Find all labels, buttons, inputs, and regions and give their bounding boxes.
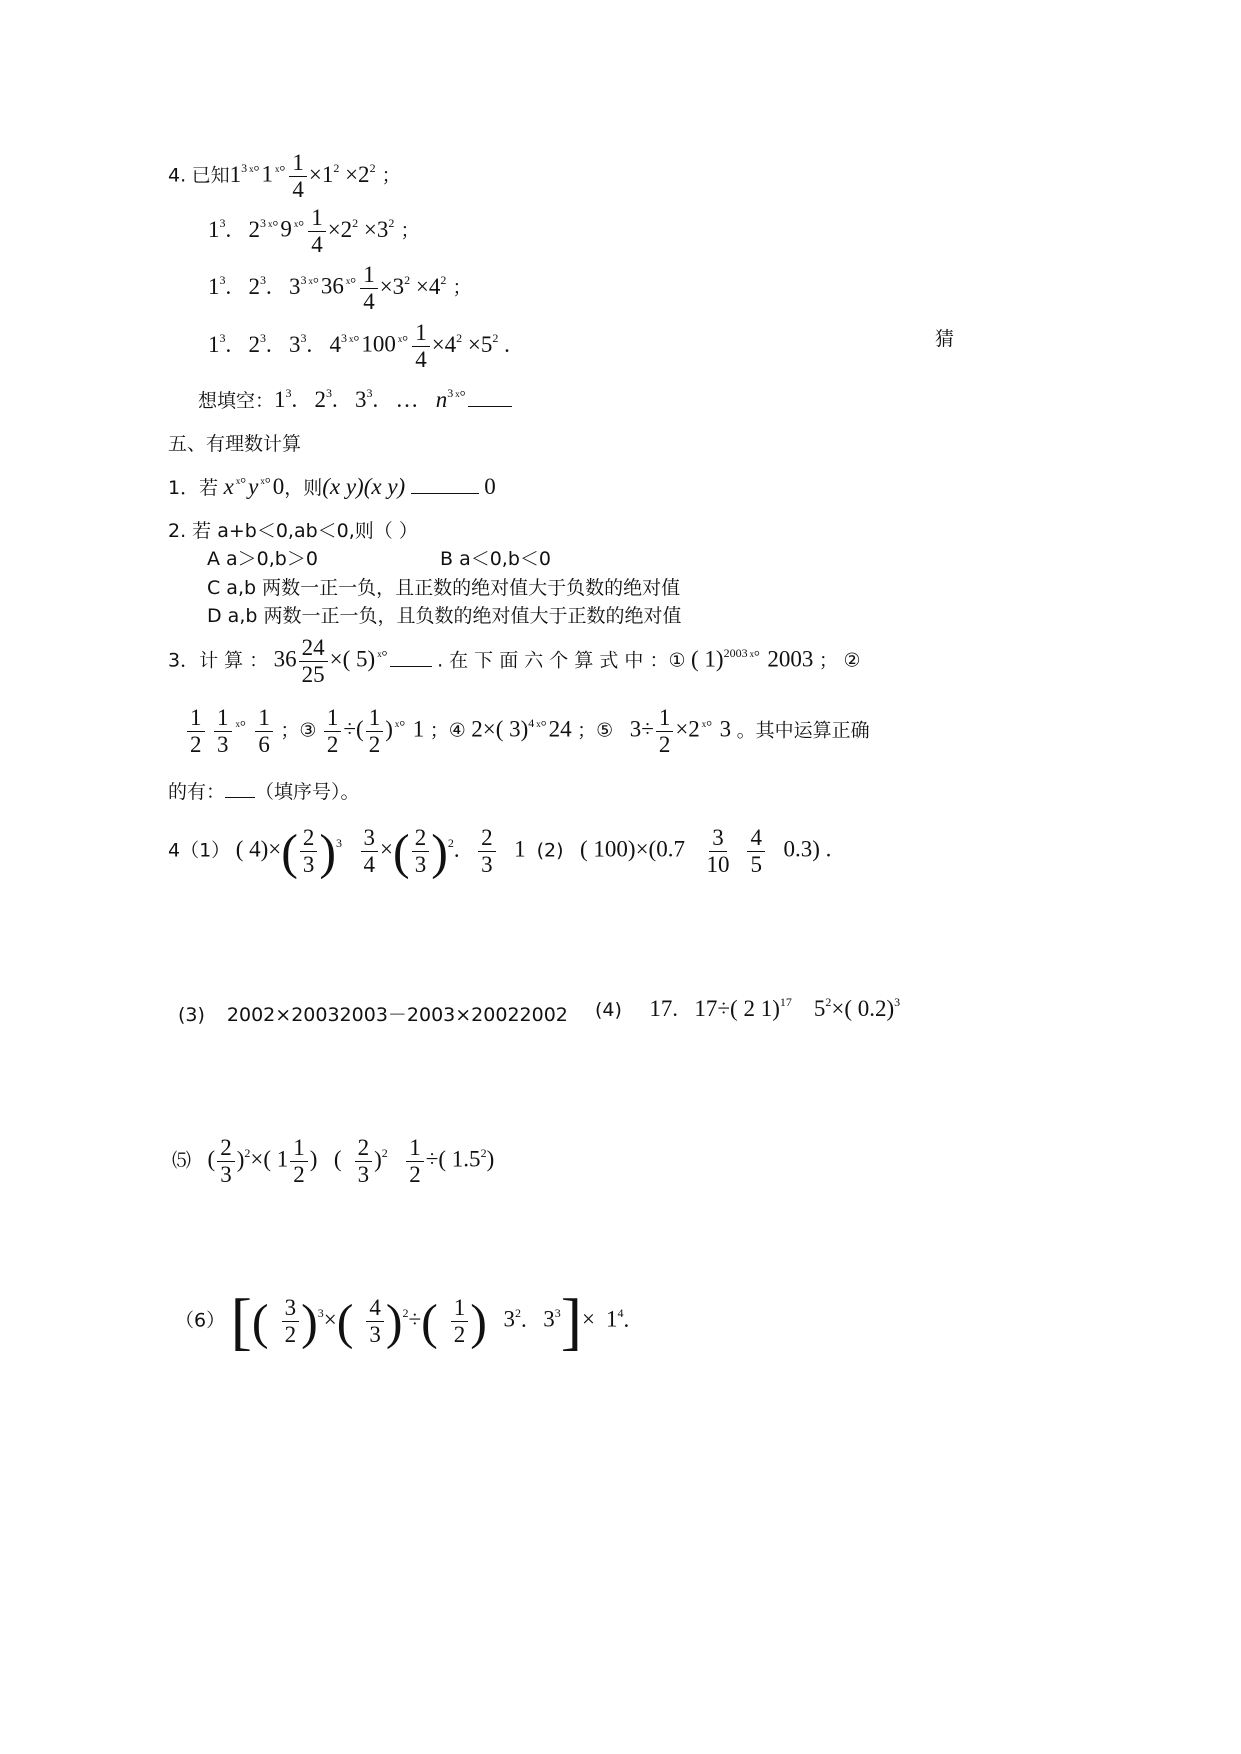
fraction: $\frac{1}{2}$ [366, 705, 384, 758]
section-title: 五、有理数计算 [168, 433, 302, 455]
fraction: $\frac{1}{3}$ [214, 705, 232, 758]
answer-blank[interactable] [468, 386, 512, 407]
answer-blank[interactable] [390, 646, 432, 667]
fraction: $\frac{1}{6}$ [255, 705, 273, 758]
q4-fill-line: 想填空：$1^3$. $2^3$. $3^3$. … $n^3$ $^{ˣ^\circ}$ [198, 383, 512, 415]
option-a: A a＞0,b＞0 [207, 548, 318, 570]
fraction-quarter: $\frac{1}{4}$ [412, 320, 430, 373]
guess-char: 猜 [935, 328, 955, 350]
p3-line2: $\frac{1}{2}$ $\frac{1}{3}$ $^{ˣ^\circ}$ $\frac{1}{6}$ ；③ $\frac{1}{2}$ ÷( $\frac{1}{2}$ ) $^{ˣ^\circ}$ 1 ；④ 2×( 3)$^4$ $^{ˣ^\circ}$24 ；⑤ 3÷ $\frac{1}{2}$ ×2 $^{ˣ^\circ}$ 3 。其中运算正确 [185, 705, 870, 758]
fraction-quarter: $\frac{1}{4}$ [360, 262, 378, 315]
fraction-quarter: $\frac{1}{4}$ [289, 150, 307, 203]
fraction: $\frac{1}{2}$ [290, 1135, 308, 1188]
fraction: $\frac{3}{2}$ [282, 1295, 300, 1348]
p4-line-4: (4) 17. 17÷( 2 1)$^{17}$ $5^2\times$( 0.2)$^3$ [595, 995, 901, 1021]
p4-line-3: (3) 2002×20032003－2003×20022002 [178, 1004, 568, 1026]
fraction: $\frac{1}{2}$ [451, 1295, 469, 1348]
p4-line: 4（1） ( 4)×( $\frac{2}{3}$ )$^3$ $\frac{3}{4}$ ×( $\frac{2}{3}$ )$^2$. $\frac{2}{3}$ 1 (2) ( 100)×(0.7 $\frac{3}{10}$ $\frac{4}{5}$ 0.3) . [168, 823, 832, 880]
option-c: C a,b 两数一正一负，且正数的绝对值大于负数的绝对值 [207, 577, 681, 599]
fraction-quarter: $\frac{1}{4}$ [308, 205, 326, 258]
q4-line3: $1^3$. $2^3$. $3^3$ $^{ˣ^\circ}$36 $^{ˣ^\circ}$ $\frac{1}{4}$ $\times 3^2 \times 4^2$ ； [208, 262, 472, 314]
fraction: $\frac{1}{2}$ [187, 705, 205, 758]
fraction: $\frac{24}{25}$ [299, 635, 328, 688]
fraction: $\frac{1}{2}$ [656, 705, 674, 758]
p5-line: ⑸ ( $\frac{2}{3}$ )$^2$×( 1 $\frac{1}{2}$ ) ( $\frac{2}{3}$ )$^2$ $\frac{1}{2}$ ÷( $1.5^2$) [172, 1135, 495, 1187]
p6-line: （6） [( $\frac{3}{2}$ )$^3$×( $\frac{4}{3}$ )$^2$÷( $\frac{1}{2}$ ) $3^2$. $3^3]\times 1^4$. [175, 1285, 630, 1357]
answer-blank[interactable] [225, 777, 255, 798]
fraction: $\frac{3}{4}$ [361, 825, 379, 878]
fraction: $\frac{3}{10}$ [706, 825, 730, 877]
p3-line3: 的有： （填序号）。 [168, 777, 360, 806]
q4-line2: $1^3$. $2^3$ $^{ˣ^\circ}$9 $^{ˣ^\circ}$ $\frac{1}{4}$ $\times 2^2 \times 3^2$ ； [208, 205, 420, 257]
fraction: $\frac{2}{3}$ [478, 825, 496, 878]
fraction: $\frac{4}{5}$ [747, 825, 765, 878]
fraction: $\frac{2}{3}$ [217, 1135, 235, 1188]
fraction: $\frac{2}{3}$ [300, 825, 318, 878]
q4-line1: 4. 已知$1^3$ $^{ˣ^\circ}$1 $^{ˣ^\circ}$ $\frac{1}{4}$ $\times 1^2 \times 2^2$ ； [168, 150, 401, 202]
fraction: $\frac{2}{3}$ [412, 825, 430, 878]
option-d: D a,b 两数一正一负，且负数的绝对值大于正数的绝对值 [207, 605, 682, 627]
equals-glyph: ˣ° [249, 163, 260, 180]
answer-blank[interactable] [411, 473, 479, 494]
fraction: $\frac{1}{2}$ [406, 1135, 424, 1188]
q4-line4: $1^3$. $2^3$. $3^3$. $4^3$ $^{ˣ^\circ}$100 $^{ˣ^\circ}$ $\frac{1}{4}$ $\times 4^2 \times 5^2$ . [208, 320, 510, 372]
p3-line1: 3．计 算 ： 36 $\frac{24}{25}$ ×( 5) $^{ˣ^\circ}$ . 在 下 面 六 个 算 式 中 ：① ( 1)$^{2003}$ $^{ˣ^\circ}$ 2003 ； ② [168, 635, 861, 687]
fraction: $\frac{2}{3}$ [355, 1135, 373, 1188]
fraction: $\frac{1}{2}$ [324, 705, 342, 758]
option-b: B a＜0,b＜0 [440, 548, 551, 570]
p1-line: 1．若 x $^{ˣ^\circ}$y $^{ˣ^\circ}$0，则(x y)(x y) 0 [168, 474, 496, 499]
p2-stem: 2. 若 a+b＜0,ab＜0,则（ ） [168, 520, 418, 542]
fraction: $\frac{4}{3}$ [366, 1295, 384, 1348]
